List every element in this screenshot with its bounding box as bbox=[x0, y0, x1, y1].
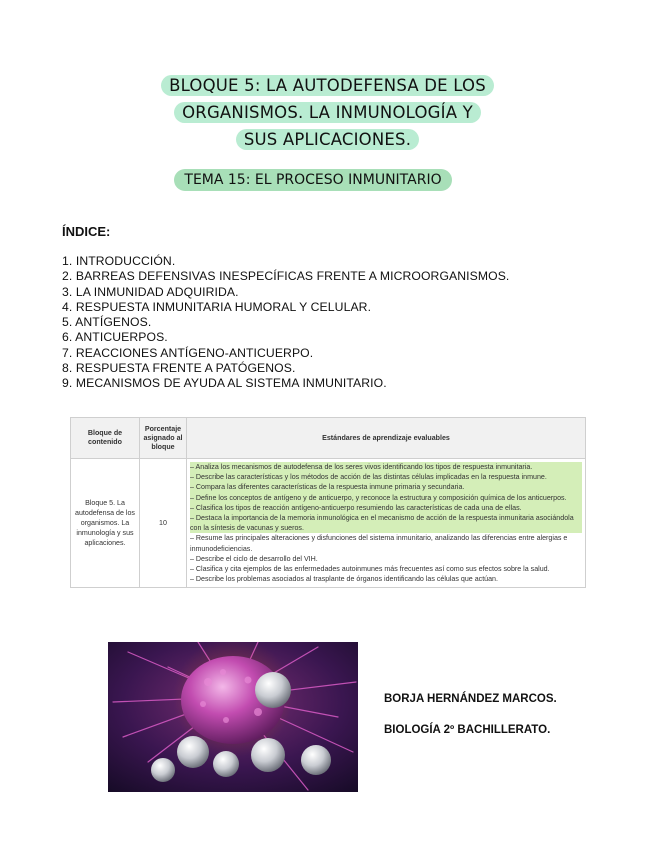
title-line-2: ORGANISMOS. LA INMUNOLOGÍA Y bbox=[174, 102, 481, 123]
standard-item: – Compara las diferentes características de la respuesta inmune primaria y secundaria. bbox=[190, 482, 582, 492]
porcentaje-cell: 10 bbox=[140, 459, 187, 588]
bloque-cell: Bloque 5. La autodefensa de los organismos. La inmunología y sus aplicaciones. bbox=[71, 459, 140, 588]
course-name: BIOLOGÍA 2º BACHILLERATO. bbox=[384, 724, 551, 736]
standard-item: – Describe las características y los métodos de acción de las distintas células implicadas en la respuesta inmune. bbox=[190, 472, 582, 482]
standard-item: – Resume las principales alteraciones y disfunciones del sistema inmunitario, analizando las diferencias entre alergias e inmunodeficiencias. bbox=[190, 534, 568, 553]
table-row bbox=[71, 459, 586, 588]
immune-cell-image bbox=[108, 642, 358, 792]
header-porcentaje: Porcentaje asignado al bloque bbox=[140, 418, 187, 459]
immune-cell-illustration bbox=[108, 642, 358, 792]
standards-table bbox=[70, 417, 586, 588]
index-item: 5. ANTÍGENOS. bbox=[62, 315, 152, 330]
index-item: 6. ANTICUERPOS. bbox=[62, 330, 168, 345]
index-item: 7. REACCIONES ANTÍGENO-ANTICUERPO. bbox=[62, 345, 314, 360]
standard-item: – Clasifica los tipos de reacción antígeno-anticuerpo resumiendo las características de cada una de ellas. bbox=[190, 503, 582, 513]
header-estandares: Estándares de aprendizaje evaluables bbox=[187, 418, 586, 459]
title-line-3: SUS APLICACIONES. bbox=[236, 129, 419, 150]
standard-item: – Analiza los mecanismos de autodefensa de los seres vivos identificando los tipos de respuesta inmunitaria. bbox=[190, 462, 582, 472]
author-name: BORJA HERNÁNDEZ MARCOS. bbox=[384, 693, 557, 705]
standard-item: – Clasifica y cita ejemplos de las enfermedades autoinmunes más frecuentes así como sus efectos sobre la salud. bbox=[190, 565, 550, 574]
index-item: 4. RESPUESTA INMUNITARIA HUMORAL Y CELULAR. bbox=[62, 299, 372, 314]
index-list bbox=[62, 254, 509, 392]
index-item: 3. LA INMUNIDAD ADQUIRIDA. bbox=[62, 284, 239, 299]
document-title bbox=[0, 72, 655, 153]
topic-title: TEMA 15: EL PROCESO INMUNITARIO bbox=[174, 169, 451, 191]
index-item: 2. BARREAS DEFENSIVAS INESPECÍFICAS FRENTE A MICROORGANISMOS. bbox=[62, 269, 510, 284]
standard-item: – Define los conceptos de antígeno y de anticuerpo, y reconoce la estructura y composición química de los anticuerpos. bbox=[190, 493, 582, 503]
standards-cell bbox=[187, 459, 586, 588]
table-header-row bbox=[71, 418, 586, 459]
index-item: 9. MECANISMOS DE AYUDA AL SISTEMA INMUNITARIO. bbox=[62, 376, 387, 391]
header-bloque: Bloque de contenido bbox=[71, 418, 140, 459]
standard-item: – Describe los problemas asociados al trasplante de órganos identificando las células que actúan. bbox=[190, 575, 498, 584]
title-line-1: BLOQUE 5: LA AUTODEFENSA DE LOS bbox=[161, 75, 494, 96]
index-heading: ÍNDICE: bbox=[62, 224, 111, 239]
index-item: 1. INTRODUCCIÓN. bbox=[62, 254, 176, 268]
standard-item: – Describe el ciclo de desarrollo del VIH. bbox=[190, 554, 318, 563]
topic-heading bbox=[0, 172, 626, 188]
standard-item: – Destaca la importancia de la memoria inmunológica en el mecanismo de acción de la respuesta inmunitaria asociándola con la síntesis de vacunas y sueros. bbox=[190, 513, 582, 533]
index-item: 8. RESPUESTA FRENTE A PATÓGENOS. bbox=[62, 361, 296, 376]
